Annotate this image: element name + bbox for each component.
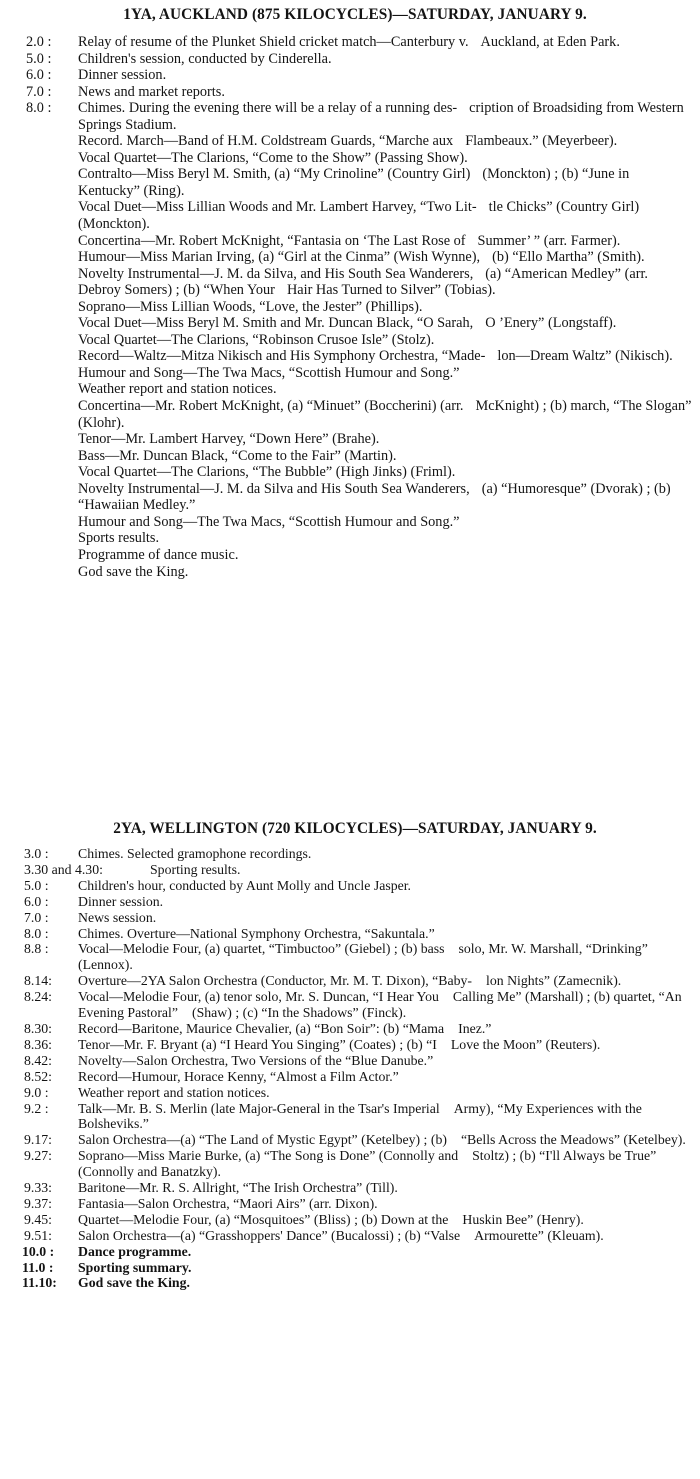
entry-line: (a) “American Medley” (arr. Debroy Somers) ; (b) “When Your bbox=[78, 265, 648, 299]
entry-text bbox=[78, 564, 694, 581]
entry-line: Bass—Mr. Duncan Black, “Come to the Fair” (Martin). bbox=[78, 447, 397, 464]
entry-time: 9.0 : bbox=[24, 1084, 49, 1100]
entry-line: Quartet—Melodie Four, (a) “Mosquitoes” (Bliss) ; (b) Down at the bbox=[78, 1211, 449, 1227]
entry-text bbox=[78, 1053, 694, 1069]
entry-time: 3.30 and 4.30: bbox=[24, 861, 103, 877]
programme-entry bbox=[0, 249, 700, 266]
programme-entry bbox=[0, 51, 700, 68]
entry-line: God save the King. bbox=[78, 1275, 190, 1291]
entry-line: Auckland, at Eden Park. bbox=[480, 34, 620, 50]
programme-entry bbox=[0, 1244, 700, 1260]
entry-line: solo, Mr. W. Marshall, “Drinking” (Lennox). bbox=[78, 941, 648, 973]
entry-line: Weather report and station notices. bbox=[78, 1084, 270, 1100]
entry-text bbox=[78, 846, 694, 862]
entry-time: 8.52: bbox=[24, 1068, 52, 1084]
entry-text bbox=[78, 133, 694, 150]
entry-text bbox=[78, 547, 694, 564]
entry-line: Stoltz) ; (b) “I'll Always be True” (Connolly and Banatzky). bbox=[78, 1148, 657, 1180]
programme-entry bbox=[0, 910, 700, 926]
programme-entry bbox=[0, 1196, 700, 1212]
entry-line: Overture—2YA Salon Orchestra (Conductor, Mr. M. T. Dixon), “Baby- bbox=[78, 973, 472, 989]
programme-entry bbox=[0, 133, 700, 150]
entry-line: “Bells Across the Meadows” (Ketelbey). bbox=[460, 1132, 686, 1148]
programme-entry bbox=[0, 348, 700, 365]
entry-line: tle Chicks” (Country Girl) (Monckton). bbox=[78, 199, 640, 233]
entry-text bbox=[78, 1228, 694, 1244]
entry-time: 9.37: bbox=[24, 1195, 52, 1211]
entry-text bbox=[78, 51, 694, 68]
entry-time: 9.17: bbox=[24, 1132, 52, 1148]
entry-line: Record—Waltz—Mitza Nikisch and His Symphony Orchestra, “Made- bbox=[78, 348, 486, 365]
entry-line: Summer’ ” (arr. Farmer). bbox=[477, 232, 621, 249]
entry-text bbox=[78, 332, 694, 349]
entry-time: 8.14: bbox=[24, 973, 52, 989]
entry-text bbox=[78, 1037, 694, 1053]
entry-line: (b) “Ello Martha” (Smith). bbox=[492, 249, 645, 266]
entry-time: 8.30: bbox=[24, 1020, 52, 1036]
programme-entry bbox=[0, 481, 700, 514]
programme-entry bbox=[0, 862, 700, 878]
programme-entry bbox=[0, 448, 700, 465]
entry-line: Love the Moon” (Reuters). bbox=[450, 1036, 601, 1052]
entry-text bbox=[78, 67, 694, 84]
entry-line: (Monckton) ; (b) “June in Kentucky” (Ring). bbox=[78, 166, 630, 199]
entry-line: Programme of dance music. bbox=[78, 546, 239, 563]
entry-line: Humour and Song—The Twa Macs, “Scottish Humour and Song.” bbox=[78, 364, 460, 381]
entry-line: Sports results. bbox=[78, 530, 160, 547]
entry-line: Chimes. During the evening there will be a relay of a running des- bbox=[78, 100, 458, 117]
entry-time: 8.24: bbox=[24, 989, 52, 1005]
entry-text bbox=[78, 233, 694, 250]
programme-entry bbox=[0, 67, 700, 84]
entry-line: Baritone—Mr. R. S. Allright, “The Irish Orchestra” (Till). bbox=[78, 1180, 398, 1196]
entry-line: (Shaw) ; (c) “In the Shadows” (Finck). bbox=[192, 1005, 407, 1021]
entry-line: Vocal—Melodie Four, (a) quartet, “Timbuctoo” (Giebel) ; (b) bass bbox=[78, 941, 445, 957]
entry-text bbox=[78, 973, 694, 989]
entry-time: 3.0 : bbox=[24, 846, 49, 861]
entry-text bbox=[78, 514, 694, 531]
entry-time: 6.0 : bbox=[26, 67, 52, 84]
entry-line: Sporting results. bbox=[150, 861, 241, 877]
entry-text bbox=[78, 84, 694, 101]
entry-text bbox=[78, 34, 694, 51]
entry-time: 11.10: bbox=[22, 1275, 57, 1291]
entry-line: Tenor—Mr. F. Bryant (a) “I Heard You Singing” (Coates) ; (b) “I bbox=[78, 1036, 437, 1052]
entry-line: Sporting summary. bbox=[78, 1259, 192, 1275]
programme-entry bbox=[0, 1085, 700, 1101]
programme-entry bbox=[0, 941, 700, 973]
programme-entry bbox=[0, 34, 700, 51]
entry-text bbox=[78, 1148, 694, 1180]
entry-line: Salon Orchestra—(a) “Grasshoppers' Dance” (Bucalossi) ; (b) “Valse bbox=[78, 1227, 461, 1243]
entry-line: Vocal Duet—Miss Lillian Woods and Mr. Lambert Harvey, “Two Lit- bbox=[78, 199, 477, 216]
entry-line: lon Nights” (Zamecnik). bbox=[486, 973, 622, 989]
entry-text bbox=[78, 464, 694, 481]
entry-line: Salon Orchestra—(a) “The Land of Mystic Egypt” (Ketelbey) ; (b) bbox=[78, 1132, 447, 1148]
entry-line: O ’Enery” (Longstaff). bbox=[485, 315, 617, 332]
entry-line: Humour and Song—The Twa Macs, “Scottish Humour and Song.” bbox=[78, 513, 460, 530]
entry-time: 8.8 : bbox=[24, 941, 49, 957]
entry-line: cription of Broadsiding from Western Springs Stadium. bbox=[78, 100, 684, 133]
entry-time: 7.0 : bbox=[26, 83, 52, 100]
entry-line: Record—Humour, Horace Kenny, “Almost a Film Actor.” bbox=[78, 1068, 399, 1084]
programme-entry bbox=[0, 233, 700, 250]
entry-line: Soprano—Miss Marie Burke, (a) “The Song is Done” (Connolly and bbox=[78, 1148, 459, 1164]
entry-text bbox=[78, 365, 694, 382]
entry-line: Dinner session. bbox=[78, 67, 167, 84]
entry-text bbox=[78, 941, 694, 973]
programme-entry bbox=[0, 1053, 700, 1069]
entry-text bbox=[78, 481, 694, 514]
entry-line: Vocal Quartet—The Clarions, “Come to the Show” (Passing Show). bbox=[78, 149, 468, 166]
entry-time: 8.42: bbox=[24, 1052, 52, 1068]
section-2ya-wellington bbox=[0, 818, 700, 1291]
programme-entry bbox=[0, 398, 700, 431]
programme-entry bbox=[0, 431, 700, 448]
entry-text bbox=[78, 299, 694, 316]
entry-time: 9.2 : bbox=[24, 1100, 49, 1116]
entry-line: Dinner session. bbox=[78, 893, 164, 909]
programme-entry bbox=[0, 150, 700, 167]
entry-line: Inez.” bbox=[458, 1020, 492, 1036]
entry-text bbox=[78, 530, 694, 547]
entry-line: Concertina—Mr. Robert McKnight, (a) “Minuet” (Boccherini) (arr. bbox=[78, 398, 464, 415]
entry-text bbox=[78, 894, 694, 910]
entry-time: 6.0 : bbox=[24, 893, 49, 909]
entry-line: News session. bbox=[78, 909, 157, 925]
programme-entry bbox=[0, 894, 700, 910]
entry-line: News and market reports. bbox=[78, 83, 225, 100]
programme-entry bbox=[0, 166, 700, 199]
entry-time: 7.0 : bbox=[24, 909, 49, 925]
entry-line: Hair Has Turned to Silver” (Tobias). bbox=[286, 282, 496, 299]
entry-line: Vocal Duet—Miss Beryl M. Smith and Mr. Duncan Black, “O Sarah, bbox=[78, 315, 474, 332]
entry-time: 10.0 : bbox=[22, 1243, 55, 1259]
programme-entry bbox=[0, 989, 700, 1021]
programme-entry bbox=[0, 1260, 700, 1276]
entry-line: Concertina—Mr. Robert McKnight, “Fantasia on ‘The Last Rose of bbox=[78, 232, 466, 249]
entry-text bbox=[78, 1244, 694, 1260]
entry-line: Children's session, conducted by Cinderella. bbox=[78, 50, 332, 67]
programme-entry bbox=[0, 846, 700, 862]
entry-text bbox=[78, 1260, 694, 1276]
entry-text bbox=[78, 348, 694, 365]
entry-line: Talk—Mr. B. S. Merlin (late Major-General in the Tsar's Imperial bbox=[78, 1100, 440, 1116]
programme-entry bbox=[0, 1069, 700, 1085]
entry-text bbox=[78, 1180, 694, 1196]
programme-entry bbox=[0, 547, 700, 564]
entry-line: Vocal—Melodie Four, (a) tenor solo, Mr. S. Duncan, “I Hear You bbox=[78, 989, 439, 1005]
entry-line: McKnight) ; (b) march, “The Slogan” (Klohr). bbox=[78, 398, 692, 431]
section-1ya-auckland bbox=[0, 4, 700, 580]
entry-line: Chimes. Overture—National Symphony Orchestra, “Sakuntala.” bbox=[78, 925, 435, 941]
programme-entry bbox=[0, 1037, 700, 1053]
entry-text bbox=[78, 448, 694, 465]
entry-line: Chimes. Selected gramophone recordings. bbox=[78, 846, 312, 861]
programme-entry bbox=[0, 299, 700, 316]
programme-entry bbox=[0, 530, 700, 547]
entry-text bbox=[78, 989, 694, 1021]
programme-entry bbox=[0, 266, 700, 299]
programme-entry bbox=[0, 878, 700, 894]
entry-line: Novelty Instrumental—J. M. da Silva and His South Sea Wanderers, bbox=[78, 480, 470, 497]
entry-text bbox=[150, 862, 694, 878]
programme-entry bbox=[0, 1132, 700, 1148]
entry-text bbox=[78, 1085, 694, 1101]
entry-text bbox=[78, 1069, 694, 1085]
entry-line: Vocal Quartet—The Clarions, “The Bubble” (High Jinks) (Friml). bbox=[78, 464, 456, 481]
entry-line: Soprano—Miss Lillian Woods, “Love, the Jester” (Phillips). bbox=[78, 298, 423, 315]
entry-text bbox=[78, 1275, 694, 1291]
entry-line: Record. March—Band of H.M. Coldstream Guards, “Marche aux bbox=[78, 133, 454, 150]
programme-entry bbox=[0, 464, 700, 481]
entry-text bbox=[78, 1132, 694, 1148]
entry-line: Vocal Quartet—The Clarions, “Robinson Crusoe Isle” (Stolz). bbox=[78, 331, 435, 348]
entry-line: Contralto—Miss Beryl M. Smith, (a) “My Crinoline” (Country Girl) bbox=[78, 166, 471, 183]
entry-text bbox=[78, 431, 694, 448]
entry-line: (a) “Humoresque” (Dvorak) ; (b) “Hawaiian Medley.” bbox=[78, 480, 671, 514]
entry-text bbox=[78, 1021, 694, 1037]
programme-entry bbox=[0, 1212, 700, 1228]
entry-text bbox=[78, 266, 694, 299]
programme-list bbox=[0, 34, 700, 580]
entry-time: 5.0 : bbox=[24, 877, 49, 893]
entry-text bbox=[78, 199, 694, 232]
entry-time: 9.45: bbox=[24, 1211, 52, 1227]
entry-line: Dance programme. bbox=[78, 1243, 192, 1259]
programme-entry bbox=[0, 381, 700, 398]
entry-text bbox=[78, 1196, 694, 1212]
entry-line: Relay of resume of the Plunket Shield cricket match—Canterbury v. bbox=[78, 34, 469, 50]
programme-entry bbox=[0, 564, 700, 581]
section-heading: 1YA, AUCKLAND (875 KILOCYCLES)—SATURDAY, JANUARY 9. bbox=[123, 6, 587, 23]
entry-text bbox=[78, 166, 694, 199]
programme-entry bbox=[0, 332, 700, 349]
entry-text bbox=[78, 150, 694, 167]
programme-entry bbox=[0, 1101, 700, 1133]
entry-line: Tenor—Mr. Lambert Harvey, “Down Here” (Brahe). bbox=[78, 431, 380, 448]
entry-time: 5.0 : bbox=[26, 50, 52, 67]
entry-line: Army), “My Experiences with the Bolsheviks.” bbox=[78, 1100, 642, 1132]
entry-text bbox=[78, 315, 694, 332]
entry-text bbox=[78, 1101, 694, 1133]
programme-entry bbox=[0, 100, 700, 133]
entry-time: 9.33: bbox=[24, 1180, 52, 1196]
entry-text bbox=[78, 926, 694, 942]
section-heading: 2YA, WELLINGTON (720 KILOCYCLES)—SATURDAY, JANUARY 9. bbox=[113, 820, 597, 837]
programme-entry bbox=[0, 973, 700, 989]
programme-entry bbox=[0, 1180, 700, 1196]
entry-time: 8.36: bbox=[24, 1036, 52, 1052]
programme-entry bbox=[0, 1148, 700, 1180]
entry-line: Huskin Bee” (Henry). bbox=[462, 1211, 584, 1227]
programme-list bbox=[0, 846, 700, 1291]
programme-entry bbox=[0, 1021, 700, 1037]
entry-text bbox=[78, 381, 694, 398]
entry-line: Novelty Instrumental—J. M. da Silva, and His South Sea Wanderers, bbox=[78, 265, 474, 282]
programme-entry bbox=[0, 926, 700, 942]
entry-time: 11.0 : bbox=[22, 1259, 54, 1275]
entry-line: Calling Me” (Marshall) ; (b) quartet, “An Evening Pastoral” bbox=[78, 989, 682, 1021]
entry-text bbox=[78, 100, 694, 133]
entry-line: Humour—Miss Marian Irving, (a) “Girl at the Cinma” (Wish Wynne), bbox=[78, 249, 481, 266]
entry-text bbox=[78, 398, 694, 431]
programme-entry bbox=[0, 514, 700, 531]
programme-entry bbox=[0, 365, 700, 382]
entry-line: God save the King. bbox=[78, 563, 189, 580]
entry-line: Armourette” (Kleuam). bbox=[474, 1227, 604, 1243]
entry-text bbox=[78, 878, 694, 894]
entry-time: 9.51: bbox=[24, 1227, 52, 1243]
entry-line: Record—Baritone, Maurice Chevalier, (a) “Bon Soir”: (b) “Mama bbox=[78, 1020, 445, 1036]
entry-line: Fantasia—Salon Orchestra, “Maori Airs” (arr. Dixon). bbox=[78, 1195, 378, 1211]
entry-line: Novelty—Salon Orchestra, Two Versions of the “Blue Danube.” bbox=[78, 1052, 434, 1068]
entry-text bbox=[78, 910, 694, 926]
entry-line: Children's hour, conducted by Aunt Molly and Uncle Jasper. bbox=[78, 877, 412, 893]
programme-entry bbox=[0, 84, 700, 101]
programme-entry bbox=[0, 1275, 700, 1291]
entry-text bbox=[78, 249, 694, 266]
entry-line: Weather report and station notices. bbox=[78, 381, 277, 398]
entry-line: lon—Dream Waltz” (Nikisch). bbox=[497, 348, 673, 365]
entry-time: 9.27: bbox=[24, 1148, 52, 1164]
entry-time: 8.0 : bbox=[24, 925, 49, 941]
entry-text bbox=[78, 1212, 694, 1228]
entry-time: 2.0 : bbox=[26, 34, 52, 50]
programme-entry bbox=[0, 1228, 700, 1244]
entry-time: 8.0 : bbox=[26, 100, 52, 117]
programme-entry bbox=[0, 199, 700, 232]
programme-entry bbox=[0, 315, 700, 332]
entry-line: Flambeaux.” (Meyerbeer). bbox=[465, 133, 618, 150]
